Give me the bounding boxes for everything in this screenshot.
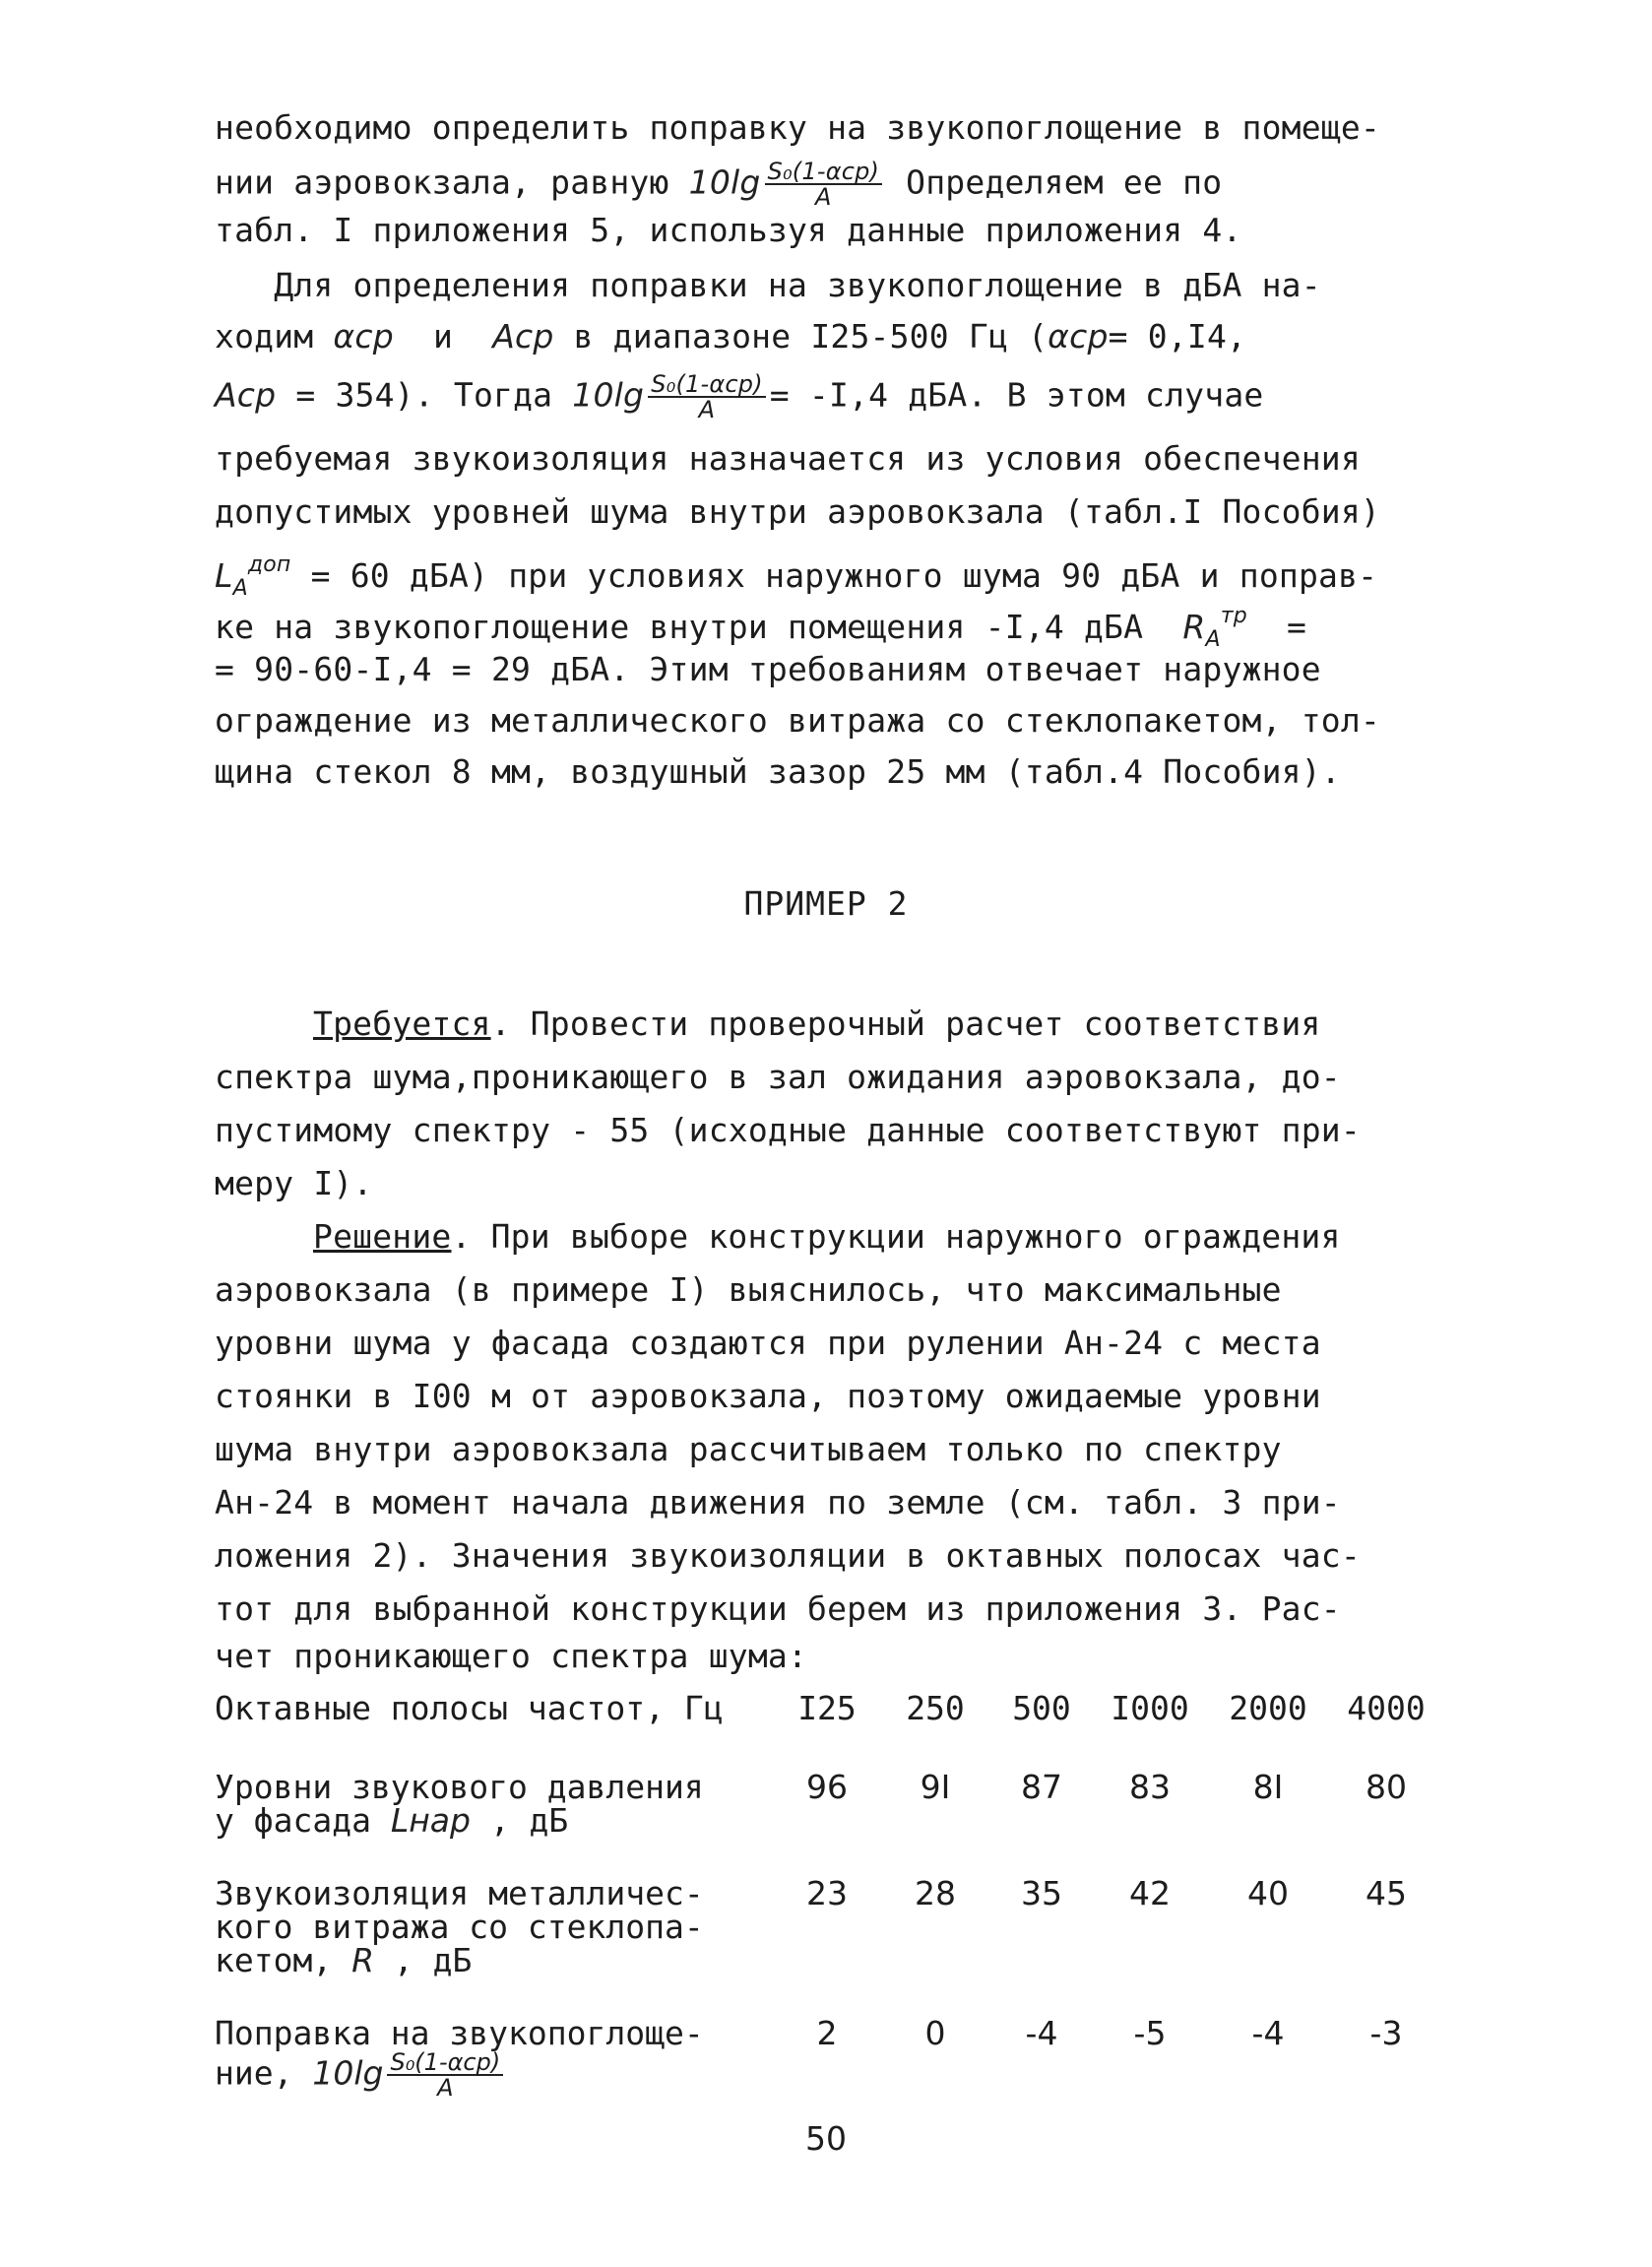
r-tr-symbol: R bbox=[1182, 608, 1206, 646]
text-line: стоянки в I00 м от аэровокзала, поэтому ожидаемые уровни bbox=[215, 1377, 1321, 1415]
page-number: 50 bbox=[805, 2119, 847, 2158]
formula-lg: 10lg bbox=[688, 162, 761, 202]
alpha-sr-symbol: αср bbox=[1048, 317, 1109, 356]
table-header-cell: 500 bbox=[1012, 1689, 1071, 1727]
table-cell: 35 bbox=[1021, 1874, 1062, 1912]
table-cell: 45 bbox=[1366, 1874, 1407, 1912]
table-cell: 83 bbox=[1129, 1768, 1171, 1806]
text-line: = 90-60-I,4 = 29 дБА. Этим требованиям отвечает наружное bbox=[215, 650, 1321, 688]
text-line: Ан-24 в момент начала движения по земле (см. табл. 3 при- bbox=[215, 1483, 1341, 1522]
table-header-cell: I25 bbox=[797, 1689, 857, 1727]
table-header-cell: I000 bbox=[1111, 1689, 1189, 1727]
text-line: шума внутри аэровокзала рассчитываем только по спектру bbox=[215, 1430, 1282, 1468]
text-line: спектра шума,проникающего в зал ожидания аэровокзала, до- bbox=[215, 1058, 1341, 1096]
table-header-cell: 250 bbox=[906, 1689, 965, 1727]
text-line: тот для выбранной конструкции берем из приложения 3. Рас- bbox=[215, 1589, 1341, 1628]
a-sr-symbol: Aср bbox=[492, 317, 554, 356]
l-doп-symbol: L bbox=[215, 556, 233, 595]
text-line: Aср = 354). Тогда 10lg $\frac{\text{S₀(1-αср)}}{A}$ = -I,4 дБА. В этом случае bbox=[215, 370, 1264, 423]
formula-fraction: $\frac{\text{S₀(1-αср)}}{A}$ bbox=[648, 372, 766, 421]
formula-lg: 10lg bbox=[572, 375, 645, 415]
table-cell: 80 bbox=[1366, 1768, 1407, 1806]
alpha-sr-symbol: αср bbox=[333, 317, 394, 356]
section-heading: ПРИМЕР 2 bbox=[743, 884, 909, 923]
text-line: необходимо определить поправку на звукопоглощение в помеще- bbox=[215, 108, 1380, 147]
text-line: Для определения поправки на звукопоглощение в дБА на- bbox=[215, 266, 1321, 304]
text-line: допустимых уровней шума внутри аэровокзала (табл.I Пособия) bbox=[215, 492, 1380, 531]
text-line: Требуется. Провести проверочный расчет соответствия bbox=[313, 1004, 1321, 1043]
table-row-label: Звукоизоляция металличес- кого витража со стеклопа- кетом, R , дБ bbox=[215, 1874, 704, 1979]
table-cell: 23 bbox=[806, 1874, 848, 1912]
a-sr-symbol: Aср bbox=[215, 375, 277, 415]
text-line: пустимому спектру - 55 (исходные данные соответствуют при- bbox=[215, 1111, 1361, 1149]
table-row-label: Поправка на звукопоглоще- ние, 10lg $\frac{\text{S₀(1-αср)}}{A}$ bbox=[215, 2014, 704, 2102]
table-cell: 28 bbox=[915, 1874, 956, 1912]
text-line: уровни шума у фасада создаются при рулении Ан-24 с места bbox=[215, 1324, 1321, 1362]
table-header-cell: 2000 bbox=[1229, 1689, 1307, 1727]
table-row-label: Уровни звукового давления у фасада Lнар , дБ bbox=[215, 1768, 704, 1840]
text-line: $L_A^{доп} = 60$ дБА) при условиях наружного шума 90 дБА и поправ- bbox=[215, 552, 1378, 601]
text-line: аэровокзала (в примере I) выяснилось, что максимальные bbox=[215, 1270, 1282, 1309]
text-line: щина стекол 8 мм, воздушный зазор 25 мм (табл.4 Пособия). bbox=[215, 752, 1341, 791]
text-line: ходим αср и Aср в диапазоне I25-500 Гц (αср= 0,I4, bbox=[215, 317, 1247, 356]
table-header-label: Октавные полосы частот, Гц bbox=[215, 1689, 724, 1727]
table-cell: -5 bbox=[1133, 2014, 1167, 2052]
table-cell: 42 bbox=[1129, 1874, 1171, 1912]
table-cell: 8I bbox=[1252, 1768, 1284, 1806]
formula-fraction: $\frac{\text{S₀(1-αср)}}{A}$ bbox=[765, 160, 883, 209]
table-header-cell: 4000 bbox=[1347, 1689, 1426, 1727]
text-line: ограждение из металлического витража со стеклопакетом, тол- bbox=[215, 701, 1380, 740]
text-line: меру I). bbox=[215, 1164, 373, 1202]
table-cell: 87 bbox=[1021, 1768, 1062, 1806]
table-cell: -4 bbox=[1025, 2014, 1058, 2052]
text-line: нии аэровокзала, равную 10lg $\frac{\text{S₀(1-αср)}}{A}$ Определяем ее по bbox=[215, 158, 1223, 211]
text-line: требуемая звукоизоляция назначается из условия обеспечения bbox=[215, 439, 1361, 478]
text-line: чет проникающего спектра шума: bbox=[215, 1637, 808, 1675]
table-cell: -4 bbox=[1251, 2014, 1285, 2052]
table-cell: 40 bbox=[1247, 1874, 1289, 1912]
table-cell: 2 bbox=[816, 2014, 838, 2052]
table-cell: -3 bbox=[1369, 2014, 1403, 2052]
table-cell: 96 bbox=[806, 1768, 848, 1806]
text-line: ке на звукопоглощение внутри помещения -I,4 дБА $R_A^{тр}$ = bbox=[215, 604, 1307, 652]
table-cell: 9I bbox=[920, 1768, 951, 1806]
text-line: Решение. При выборе конструкции наружного ограждения bbox=[313, 1217, 1341, 1256]
text-line: табл. I приложения 5, используя данные приложения 4. bbox=[215, 211, 1242, 249]
text-line: ложения 2). Значения звукоизоляции в октавных полосах час- bbox=[215, 1536, 1361, 1575]
table-cell: 0 bbox=[924, 2014, 946, 2052]
